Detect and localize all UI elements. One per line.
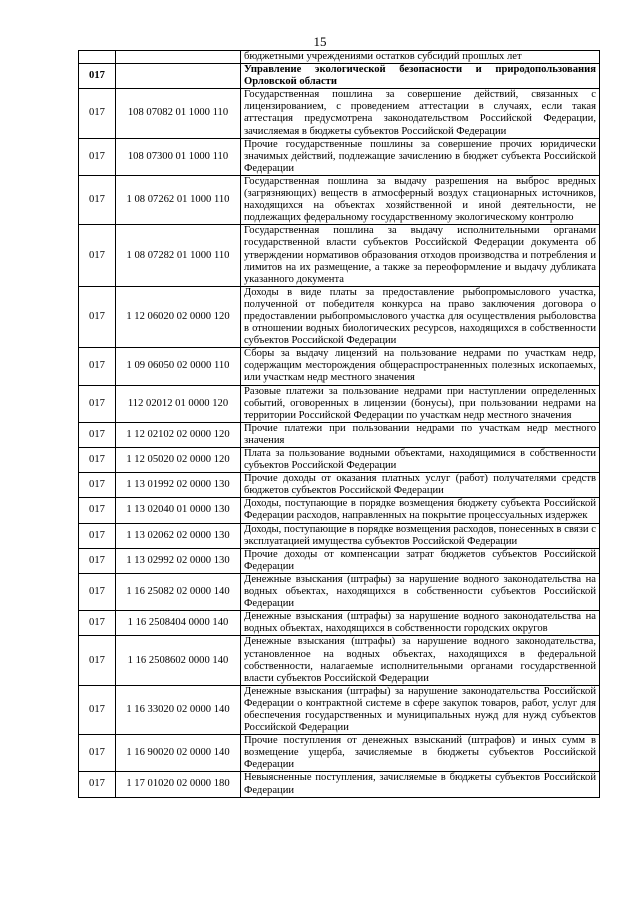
admin-code-cell: 017: [79, 473, 116, 498]
budget-code-cell: 1 16 2508404 0000 140: [116, 611, 241, 636]
table-row: [79, 348, 600, 385]
budget-code-cell: 108 07082 01 1000 110: [116, 89, 241, 138]
table-row: [79, 422, 600, 447]
revenue-codes-table: [78, 50, 600, 798]
budget-code-cell: 112 02012 01 0000 120: [116, 385, 241, 422]
admin-code-cell: 017: [79, 422, 116, 447]
budget-code-cell: 1 09 06050 02 0000 110: [116, 348, 241, 385]
admin-code-cell: [79, 51, 116, 64]
description-cell: Невыясненные поступления, зачисляемые в бюджеты субъектов Российской Федерации: [241, 772, 600, 797]
table-row: [79, 225, 600, 286]
budget-code-cell: 1 12 05020 02 0000 120: [116, 448, 241, 473]
description-cell: Прочие платежи при пользовании недрами по участкам недр местного значения: [241, 422, 600, 447]
admin-code-cell: 017: [79, 448, 116, 473]
table-row: [79, 548, 600, 573]
budget-code-cell: 1 13 02040 01 0000 130: [116, 498, 241, 523]
description-cell: Государственная пошлина за выдачу исполнительными органами государственной власти субъектов Российской Федерации документа об утверждении нормативов образования отходов производства и потребления и лимитов на их размещение, а также за переоформление и выдачу дубликата указанного документа: [241, 225, 600, 286]
budget-code-cell: 1 12 06020 02 0000 120: [116, 286, 241, 347]
table-row: [79, 138, 600, 175]
budget-code-cell: 1 08 07262 01 1000 110: [116, 175, 241, 224]
table-row: [79, 611, 600, 636]
table-row: [79, 89, 600, 138]
description-cell: Доходы в виде платы за предоставление рыбопромыслового участка, полученной от победителя конкурса на право заключения договора о предоставлении рыбопромыслового участка для осуществления рыболовства в отношении водных биологических ресурсов, находящихся в собственности субъектов Российской Федерации: [241, 286, 600, 347]
table-row: [79, 385, 600, 422]
admin-code-cell: 017: [79, 498, 116, 523]
admin-code-cell: 017: [79, 348, 116, 385]
admin-code-cell: 017: [79, 89, 116, 138]
budget-code-cell: 1 16 2508602 0000 140: [116, 636, 241, 685]
budget-code-cell: 1 13 02062 02 0000 130: [116, 523, 241, 548]
table-row: [79, 573, 600, 610]
budget-code-cell: [116, 51, 241, 64]
admin-code-cell: 017: [79, 175, 116, 224]
admin-code-cell: 017: [79, 735, 116, 772]
description-cell: Денежные взыскания (штрафы) за нарушение водного законодательства на водных объектах, находящихся в собственности субъектов Российской Федерации: [241, 573, 600, 610]
budget-code-cell: 1 16 90020 02 0000 140: [116, 735, 241, 772]
budget-code-cell: 1 17 01020 02 0000 180: [116, 772, 241, 797]
budget-code-cell: 1 08 07282 01 1000 110: [116, 225, 241, 286]
table-row: [79, 473, 600, 498]
admin-code-cell: 017: [79, 611, 116, 636]
description-cell: Сборы за выдачу лицензий на пользование недрами по участкам недр, содержащим месторождения общераспространенных полезных ископаемых, или участкам недр местного значения: [241, 348, 600, 385]
budget-code-cell: 1 13 01992 02 0000 130: [116, 473, 241, 498]
table-row: [79, 772, 600, 797]
table-row: [79, 286, 600, 347]
description-cell: Доходы, поступающие в порядке возмещения расходов, понесенных в связи с эксплуатацией имущества субъектов Российской Федерации: [241, 523, 600, 548]
table-row-header: [79, 64, 600, 89]
admin-code-cell: 017: [79, 772, 116, 797]
description-cell: Денежные взыскания (штрафы) за нарушение водного законодательства на водных объектах, находящихся в собственности городских округов: [241, 611, 600, 636]
budget-code-cell: 1 13 02992 02 0000 130: [116, 548, 241, 573]
admin-code-cell: 017: [79, 64, 116, 89]
table-row: [79, 175, 600, 224]
description-cell: бюджетными учреждениями остатков субсидий прошлых лет: [241, 51, 600, 64]
admin-code-cell: 017: [79, 138, 116, 175]
budget-code-cell: 108 07300 01 1000 110: [116, 138, 241, 175]
admin-code-cell: 017: [79, 573, 116, 610]
table-body: [79, 51, 600, 798]
description-cell: Доходы, поступающие в порядке возмещения бюджету субъекта Российской Федерации расходов, направленных на покрытие процессуальных издержек: [241, 498, 600, 523]
admin-code-cell: 017: [79, 548, 116, 573]
description-cell: Прочие доходы от оказания платных услуг (работ) получателями средств бюджетов субъектов Российской Федерации: [241, 473, 600, 498]
table-row: [79, 51, 600, 64]
table-row: [79, 735, 600, 772]
budget-code-cell: 1 16 33020 02 0000 140: [116, 685, 241, 734]
page-number: 15: [313, 34, 327, 49]
description-cell: Прочие поступления от денежных взысканий (штрафов) и иных сумм в возмещение ущерба, зачисляемые в бюджеты субъектов Российской Федерации: [241, 735, 600, 772]
description-cell: Прочие государственные пошлины за совершение прочих юридически значимых действий, подлежащие зачислению в бюджет субъекта Российской Федерации: [241, 138, 600, 175]
description-cell: Разовые платежи за пользование недрами при наступлении определенных событий, оговоренных в лицензии (бонусы), при пользовании недрами на территории Российской Федерации по участкам недр местного значения: [241, 385, 600, 422]
admin-code-cell: 017: [79, 385, 116, 422]
admin-code-cell: 017: [79, 685, 116, 734]
admin-code-cell: 017: [79, 225, 116, 286]
description-cell: Денежные взыскания (штрафы) за нарушение законодательства Российской Федерации о контрактной системе в сфере закупок товаров, работ, услуг для обеспечения государственных и муниципальных нужд для нужд субъектов Российской Федерации: [241, 685, 600, 734]
admin-code-cell: 017: [79, 523, 116, 548]
table-row: [79, 498, 600, 523]
description-cell: Государственная пошлина за совершение действий, связанных с лицензированием, с проведением аттестации в случаях, если такая аттестация предусмотрена законодательством Российской Федерации, зачисляемая в бюджеты субъектов Российской Федерации: [241, 89, 600, 138]
table-row: [79, 523, 600, 548]
description-cell: Государственная пошлина за выдачу разрешения на выброс вредных (загрязняющих) веществ в атмосферный воздух стационарных источников, находящихся на объектах хозяйственной и иной деятельности, не подлежащих федеральному государственному экологическому контролю: [241, 175, 600, 224]
admin-code-cell: 017: [79, 286, 116, 347]
description-cell: Денежные взыскания (штрафы) за нарушение водного законодательства, установленное на водных объектах, находящихся в федеральной собственности, налагаемые исполнительными органами государственной власти субъектов Российской Федерации: [241, 636, 600, 685]
budget-code-cell: 1 16 25082 02 0000 140: [116, 573, 241, 610]
budget-code-cell: 1 12 02102 02 0000 120: [116, 422, 241, 447]
description-cell: Прочие доходы от компенсации затрат бюджетов субъектов Российской Федерации: [241, 548, 600, 573]
admin-code-cell: 017: [79, 636, 116, 685]
table-row: [79, 685, 600, 734]
table-row: [79, 636, 600, 685]
description-cell: Управление экологической безопасности и природопользования Орловской области: [241, 64, 600, 89]
table-row: [79, 448, 600, 473]
budget-code-cell: [116, 64, 241, 89]
description-cell: Плата за пользование водными объектами, находящимися в собственности субъектов Российской Федерации: [241, 448, 600, 473]
